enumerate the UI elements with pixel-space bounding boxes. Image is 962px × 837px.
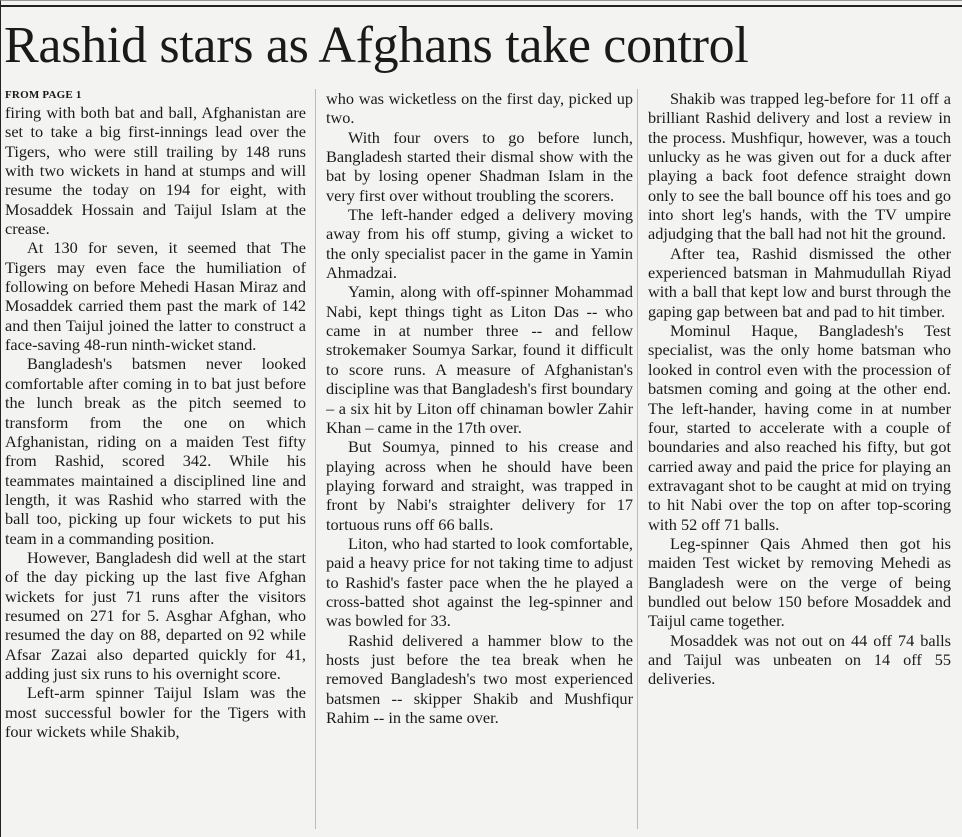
column-1 bbox=[5, 89, 306, 834]
paragraph: But Soumya, pinned to his crease and playing across when he should have been playing forward and straight, was trapped in front by Nabi's straighter delivery for 17 tortuous runs off 66 balls. bbox=[326, 437, 633, 534]
headline: Rashid stars as Afghans take control bbox=[4, 17, 749, 74]
paragraph: who was wicketless on the first day, picked up two. bbox=[326, 89, 633, 128]
paragraph: Mominul Haque, Bangladesh's Test specialist, was the only home batsman who looked in control even with the procession of batsmen coming and going at the other end. The left-hander, having come in at number four, started to accelerate with a couple of boundaries and also reached his fifty, but got carried away and paid the price for playing an extravagant shot to be caught at mid on trying to hit Nabi over the top on after top-scoring with 52 off 71 balls. bbox=[648, 321, 951, 534]
paragraph: Yamin, along with off-spinner Mohammad Nabi, kept things tight as Liton Das -- who came in at number three -- and fellow strokemaker Soumya Sarkar, found it difficult to score runs. A measure of Afghanistan's discipline was that Bangladesh's first boundary – a six hit by Liton off chinaman bowler Zahir Khan – came in the 17th over. bbox=[326, 282, 633, 437]
paragraph: Left-arm spinner Taijul Islam was the most successful bowler for the Tigers with four wickets while Shakib, bbox=[5, 683, 306, 741]
paragraph: With four overs to go before lunch, Bangladesh started their dismal show with the bat by losing opener Shadman Islam in the very first over without troubling the scorers. bbox=[326, 127, 633, 205]
paragraph: Leg-spinner Qais Ahmed then got his maiden Test wicket by removing Mehedi as Bangladesh were on the verge of being bundled out below 150 before Mosaddek and Taijul came together. bbox=[648, 533, 951, 631]
paragraph: The left-hander edged a delivery moving away from his off stump, giving a wicket to the only specialist pacer in the game in Yamin Ahmadzai. bbox=[326, 205, 633, 283]
paragraph: At 130 for seven, it seemed that The Tigers may even face the humiliation of following on before Mehedi Hasan Miraz and Mosaddek carried them past the mark of 142 and then Taijul joined the latter to construct a face-saving 48-run ninth-wicket stand. bbox=[5, 238, 306, 355]
paragraph: Mosaddek was not out on 44 off 74 balls and Taijul was unbeaten on 14 off 55 deliveries. bbox=[648, 630, 951, 689]
article-body bbox=[5, 89, 955, 834]
continued-from-label: FROM PAGE 1 bbox=[5, 89, 82, 101]
paragraph: firing with both bat and ball, Afghanistan are set to take a big first-innings lead over the Tigers, who were still trailing by 148 runs with two wickets in hand at stumps and will resume the today on 194 for eight, with Mosaddek Hossain and Taijul Islam at the crease. bbox=[5, 103, 306, 239]
column-3 bbox=[648, 89, 951, 834]
paragraph: Shakib was trapped leg-before for 11 off a brilliant Rashid delivery and lost a review in the process. Mushfiqur, however, was a touch unlucky as he was given out for a duck after playing a back foot defence straight down only to see the ball bounce off his toes and go into short leg's hands, with the TV umpire adjudging that the ball had not hit the ground. bbox=[648, 89, 951, 244]
paragraph: However, Bangladesh did well at the start of the day picking up the last five Afghan wickets for just 71 runs after the visitors resumed on 271 for 5. Asghar Afghan, who resumed the day on 88, departed on 92 while Afsar Zazai also departed quickly for 41, adding just six runs to his overnight score. bbox=[5, 547, 306, 683]
paragraph: After tea, Rashid dismissed the other experienced batsman in Mahmudullah Riyad with a ball that kept low and burst through the gaping gap between bat and pad to hit timber. bbox=[648, 243, 951, 321]
column-2 bbox=[326, 89, 633, 834]
paragraph: Bangladesh's batsmen never looked comfortable after coming in to bat just before the lunch break as the pitch seemed to transform from the one on which Afghanistan, riding on a maiden Test fifty from Rashid, scored 342. While his teammates maintained a disciplined line and length, it was Rashid who starred with the ball too, picking up four wickets to put his team in a commanding position. bbox=[5, 354, 306, 548]
paragraph: Liton, who had started to look comfortable, paid a heavy price for not taking time to adjust to Rashid's faster pace when the he played a cross-batted shot against the leg-spinner and was bowled for 33. bbox=[326, 533, 633, 631]
paragraph: Rashid delivered a hammer blow to the hosts just before the tea break when he removed Bangladesh's two most experienced batsmen -- skipper Shakib and Mushfiqur Rahim -- in the same over. bbox=[326, 630, 633, 727]
top-rule bbox=[1, 5, 962, 7]
